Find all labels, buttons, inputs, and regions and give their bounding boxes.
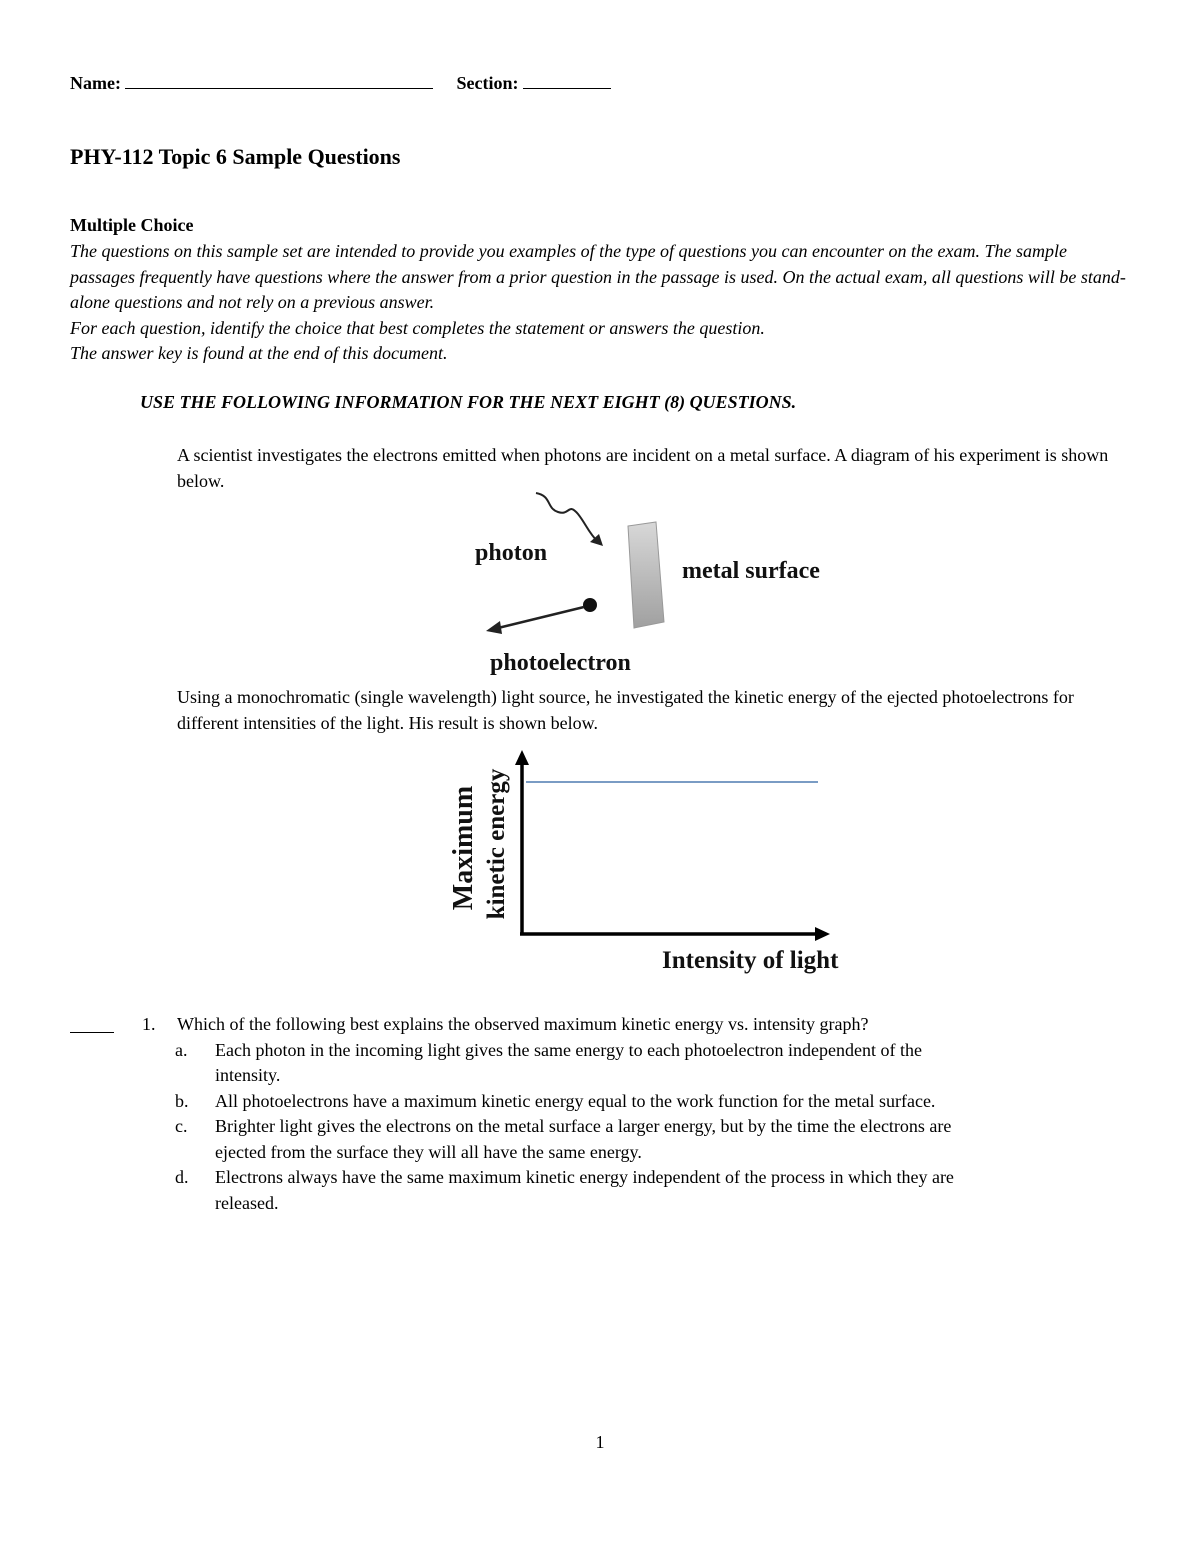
y-axis-label-line-2: kinetic energy (483, 768, 510, 920)
choice-b[interactable] (175, 1089, 975, 1115)
photoelectron-label: photoelectron (490, 650, 631, 676)
page-number: 1 (595, 1432, 605, 1452)
choice-c[interactable] (175, 1114, 975, 1165)
x-axis-label: Intensity of light (662, 947, 839, 974)
name-label: Name: (70, 73, 121, 93)
page-title: PHY-112 Topic 6 Sample Questions (70, 144, 401, 169)
section-label: Section: (456, 73, 519, 93)
photoelectric-diagram (470, 488, 850, 678)
name-blank[interactable] (125, 72, 433, 89)
instructions (70, 239, 1130, 367)
photon-wave-icon (536, 493, 598, 542)
passage-paragraph-1: A scientist investigates the electrons emitted when photons are incident on a metal surface. A diagram of his experiment is shown below. (177, 445, 1109, 491)
choice-text: Each photon in the incoming light gives the same energy to each photoelectron independent of the intensity. (215, 1039, 922, 1085)
answer-blank[interactable] (70, 1012, 114, 1033)
question-number: 1. (142, 1014, 156, 1034)
choice-a[interactable] (175, 1038, 975, 1089)
photon-label: photon (475, 540, 548, 566)
x-axis-arrowhead-icon (815, 927, 830, 941)
instructions-paragraph-2: For each question, identify the choice that best completes the statement or answers the question. (70, 317, 765, 338)
use-info-heading: USE THE FOLLOWING INFORMATION FOR THE NEXT EIGHT (8) QUESTIONS. (140, 392, 797, 412)
answer-choices (175, 1038, 975, 1217)
instructions-paragraph-3: The answer key is found at the end of this document. (70, 343, 448, 363)
kinetic-energy-graph (440, 748, 870, 983)
name-section-header (70, 72, 611, 94)
choice-text: Electrons always have the same maximum kinetic energy independent of the process in which they are released. (215, 1167, 954, 1213)
choice-letter: c. (175, 1116, 188, 1136)
choice-d[interactable] (175, 1165, 975, 1216)
section-heading: Multiple Choice (70, 215, 194, 235)
question-stem: Which of the following best explains the observed maximum kinetic energy vs. intensity graph? (177, 1014, 869, 1034)
instructions-paragraph-1: The questions on this sample set are intended to provide you examples of the type of questions you can encounter on the exam. The sample passages frequently have questions where the answer from a prior question in the passage is used. On the actual exam, all questions will be stand-alone questions and not rely on a previous answer. (70, 241, 1126, 312)
y-axis-arrowhead-icon (515, 750, 529, 765)
electron-arrowhead-icon (486, 621, 502, 634)
electron-path-line (498, 607, 584, 628)
metal-surface-label: metal surface (682, 558, 820, 584)
section-blank[interactable] (523, 72, 611, 89)
choice-letter: b. (175, 1090, 189, 1111)
metal-surface-slab (628, 522, 664, 628)
choice-letter: a. (175, 1039, 188, 1060)
choice-letter: d. (175, 1167, 189, 1187)
electron-dot-icon (583, 598, 597, 612)
choice-text: All photoelectrons have a maximum kinetic energy equal to the work function for the metal surface. (215, 1090, 936, 1111)
passage-paragraph-2: Using a monochromatic (single wavelength) light source, he investigated the kinetic energy of the ejected photoelectrons for different intensities of the light. His result is shown below. (177, 687, 1074, 733)
choice-text: Brighter light gives the electrons on the metal surface a larger energy, but by the time the electrons are ejected from the surface they will all have the same energy. (215, 1116, 952, 1162)
y-axis-label-line-1: Maximum (448, 785, 479, 911)
